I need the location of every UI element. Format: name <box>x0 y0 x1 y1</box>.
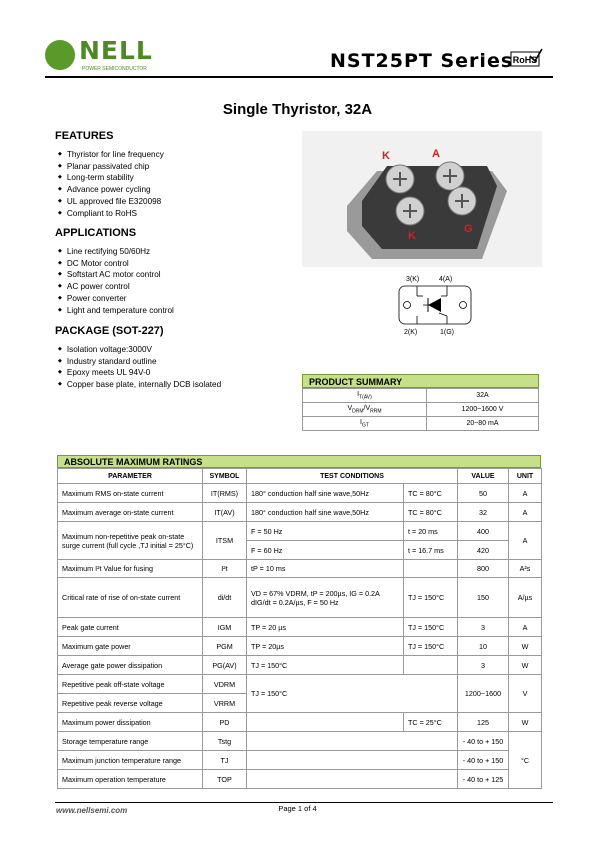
pin-label: 3(K) <box>406 276 420 283</box>
table-header-row <box>58 469 542 484</box>
table-row <box>58 484 542 503</box>
cell-condition <box>247 732 458 751</box>
cell-symbol: VRRM <box>203 694 247 713</box>
cell-unit: A <box>509 522 542 560</box>
cell-symbol: IGM <box>203 618 247 637</box>
list-item: ◆ Epoxy meets UL 94V-0 <box>58 367 221 379</box>
list-item: ◆ Power converter <box>58 293 174 305</box>
cell-value: - 40 to + 150 <box>458 751 509 770</box>
table-row <box>58 503 542 522</box>
thyristor-schematic-icon <box>395 273 475 339</box>
cell-condition: TP = 20µs <box>247 637 404 656</box>
cell-param: Maximum gate power <box>58 637 203 656</box>
cell-condition: VD = 67% VDRM, tP = 200µs, IG = 0.2A dIG/dt = 0.2A/µs, F = 50 Hz <box>247 578 404 618</box>
list-item: ◆ DC Motor control <box>58 258 174 270</box>
cell-condition <box>247 770 458 789</box>
features-list <box>58 149 164 219</box>
cell-param: Maximum junction temperature range <box>58 751 203 770</box>
cell-value: - 40 to + 150 <box>458 732 509 751</box>
list-item: ◆ Long-term stability <box>58 172 164 184</box>
list-item: ◆ Light and temperature control <box>58 305 174 317</box>
summary-param: $V_{DRM}/V_{RRM}$ <box>303 403 427 417</box>
cell-param: Repetitive peak reverse voltage <box>58 694 203 713</box>
cell-unit: A/µs <box>509 578 542 618</box>
amr-heading: ABSOLUTE MAXIMUM RATINGS <box>57 455 541 468</box>
cell-unit: W <box>509 656 542 675</box>
table-row <box>58 751 542 770</box>
cell-param: Maximum RMS on-state current <box>58 484 203 503</box>
cell-unit: A <box>509 484 542 503</box>
cell-condition: tP = 10 ms <box>247 560 404 578</box>
cell-symbol: PD <box>203 713 247 732</box>
page-title: Single Thyristor, 32A <box>222 101 373 118</box>
cell-param: Maximum non-repetitive peak on-state surge current (full cycle ,TJ initial = 25°C) <box>58 522 203 560</box>
cell-symbol: TOP <box>203 770 247 789</box>
cell-unit: W <box>509 713 542 732</box>
footer-rule <box>55 802 553 803</box>
pin-label: 1(G) <box>440 329 454 336</box>
list-item: ◆ Isolation voltage:3000V <box>58 344 221 356</box>
table-row <box>303 403 539 417</box>
cell-condition <box>247 713 404 732</box>
cell-value: 125 <box>458 713 509 732</box>
list-item: ◆ Planar passivated chip <box>58 161 164 173</box>
pin-label: 2(K) <box>404 329 418 336</box>
list-item: ◆ Compliant to RoHS <box>58 208 164 220</box>
table-row <box>58 637 542 656</box>
cell-param: Repetitive peak off-state voltage <box>58 675 203 694</box>
cell-param: Peak gate current <box>58 618 203 637</box>
cell-condition: TJ = 150°C <box>404 578 458 618</box>
logo-subtitle: POWER SEMICONDUCTOR <box>82 66 147 72</box>
list-item: ◆ Copper base plate, internally DCB isolated <box>58 379 221 391</box>
list-item: ◆ Softstart AC motor control <box>58 269 174 281</box>
table-row <box>58 560 542 578</box>
cell-value: 50 <box>458 484 509 503</box>
package-list <box>58 344 221 391</box>
summary-param: $I_{T(AV)}$ <box>303 389 427 403</box>
cell-param: Maximum operation temperature <box>58 770 203 789</box>
cell-unit: V <box>509 675 542 713</box>
cell-condition: TJ = 150°C <box>404 637 458 656</box>
list-item: ◆ Advance power cycling <box>58 184 164 196</box>
summary-value: 20~80 mA <box>427 417 539 431</box>
table-row <box>58 713 542 732</box>
table-row <box>58 732 542 751</box>
photo-label-a: A <box>432 148 440 160</box>
list-item: ◆ UL approved file E320098 <box>58 196 164 208</box>
cell-value: 800 <box>458 560 509 578</box>
cell-value: 3 <box>458 656 509 675</box>
cell-value: - 40 to + 125 <box>458 770 509 789</box>
col-header: UNIT <box>509 469 542 484</box>
summary-param: $I_{GT}$ <box>303 417 427 431</box>
table-row <box>58 522 542 541</box>
cell-value: 32 <box>458 503 509 522</box>
cell-condition: F = 60 Hz <box>247 541 404 560</box>
cell-param: Critical rate of rise of on-state current <box>58 578 203 618</box>
col-header: SYMBOL <box>203 469 247 484</box>
summary-value: 1200~1600 V <box>427 403 539 417</box>
cell-condition: t = 20 ms <box>404 522 458 541</box>
cell-unit: A <box>509 503 542 522</box>
cell-condition: F = 50 Hz <box>247 522 404 541</box>
cell-condition: TC = 80°C <box>404 503 458 522</box>
pin-label: 4(A) <box>439 276 453 283</box>
cell-symbol: IT(RMS) <box>203 484 247 503</box>
header-rule <box>45 76 553 78</box>
cell-condition: TP = 20 µs <box>247 618 404 637</box>
list-item: ◆ Industry standard outline <box>58 356 221 368</box>
cell-condition <box>247 751 458 770</box>
col-header: PARAMETER <box>58 469 203 484</box>
cell-symbol: ITSM <box>203 522 247 560</box>
cell-condition: t = 16.7 ms <box>404 541 458 560</box>
cell-value: 150 <box>458 578 509 618</box>
cell-value: 1200~1600 <box>458 675 509 713</box>
list-item: ◆ Line rectifying 50/60Hz <box>58 246 174 258</box>
rohs-text: RoHS <box>512 55 538 65</box>
cell-symbol: VDRM <box>203 675 247 694</box>
photo-label-k1: K <box>382 150 390 162</box>
table-row <box>303 389 539 403</box>
cell-param: Maximum power dissipation <box>58 713 203 732</box>
cell-condition: TJ = 150°C <box>247 675 458 713</box>
cell-symbol: Tstg <box>203 732 247 751</box>
cell-unit: A²s <box>509 560 542 578</box>
product-photo <box>302 131 542 267</box>
logo-text: NELL <box>79 36 153 65</box>
photo-label-k2: K <box>408 230 416 242</box>
cell-condition: TJ = 150°C <box>247 656 404 675</box>
cell-value: 3 <box>458 618 509 637</box>
summary-heading: PRODUCT SUMMARY <box>302 374 539 388</box>
logo-icon <box>45 40 75 70</box>
applications-list <box>58 246 174 316</box>
cell-param: Maximum I²t Value for fusing <box>58 560 203 578</box>
cell-unit: W <box>509 637 542 656</box>
page-number: Page 1 of 4 <box>278 804 317 813</box>
cell-condition <box>404 656 458 675</box>
cell-condition: 180° conduction half sine wave,50Hz <box>247 484 404 503</box>
cell-condition: TC = 80°C <box>404 484 458 503</box>
cell-param: Average gate power dissipation <box>58 656 203 675</box>
cell-param: Maximum average on-state current <box>58 503 203 522</box>
package-heading: PACKAGE (SOT-227) <box>55 325 164 337</box>
cell-condition: 180° conduction half sine wave,50Hz <box>247 503 404 522</box>
table-row <box>58 618 542 637</box>
summary-table <box>302 388 539 431</box>
cell-symbol: I²t <box>203 560 247 578</box>
cell-value: 420 <box>458 541 509 560</box>
col-header: VALUE <box>458 469 509 484</box>
list-item: ◆ AC power control <box>58 281 174 293</box>
cell-symbol: IT(AV) <box>203 503 247 522</box>
series-title: NST25PT Series <box>330 50 514 72</box>
cell-condition: TJ = 150°C <box>404 618 458 637</box>
cell-symbol: TJ <box>203 751 247 770</box>
col-header: TEST CONDITIONS <box>247 469 458 484</box>
cell-symbol: PG(AV) <box>203 656 247 675</box>
table-row <box>58 770 542 789</box>
cell-param: Storage temperature range <box>58 732 203 751</box>
cell-unit: °C <box>509 732 542 789</box>
table-row <box>58 656 542 675</box>
cell-unit: A <box>509 618 542 637</box>
table-row <box>58 675 542 694</box>
amr-table <box>57 468 542 789</box>
summary-value: 32A <box>427 389 539 403</box>
cell-symbol: di/dt <box>203 578 247 618</box>
cell-symbol: PGM <box>203 637 247 656</box>
cell-value: 400 <box>458 522 509 541</box>
table-row <box>58 578 542 618</box>
list-item: ◆ Thyristor for line frequency <box>58 149 164 161</box>
cell-value: 10 <box>458 637 509 656</box>
cell-condition: TC = 25°C <box>404 713 458 732</box>
footer-url[interactable]: www.nellsemi.com <box>56 806 128 815</box>
rohs-icon <box>510 48 543 68</box>
photo-label-g: G <box>464 223 473 235</box>
table-row <box>303 417 539 431</box>
features-heading: FEATURES <box>55 130 114 142</box>
cell-condition <box>404 560 458 578</box>
applications-heading: APPLICATIONS <box>55 227 137 239</box>
